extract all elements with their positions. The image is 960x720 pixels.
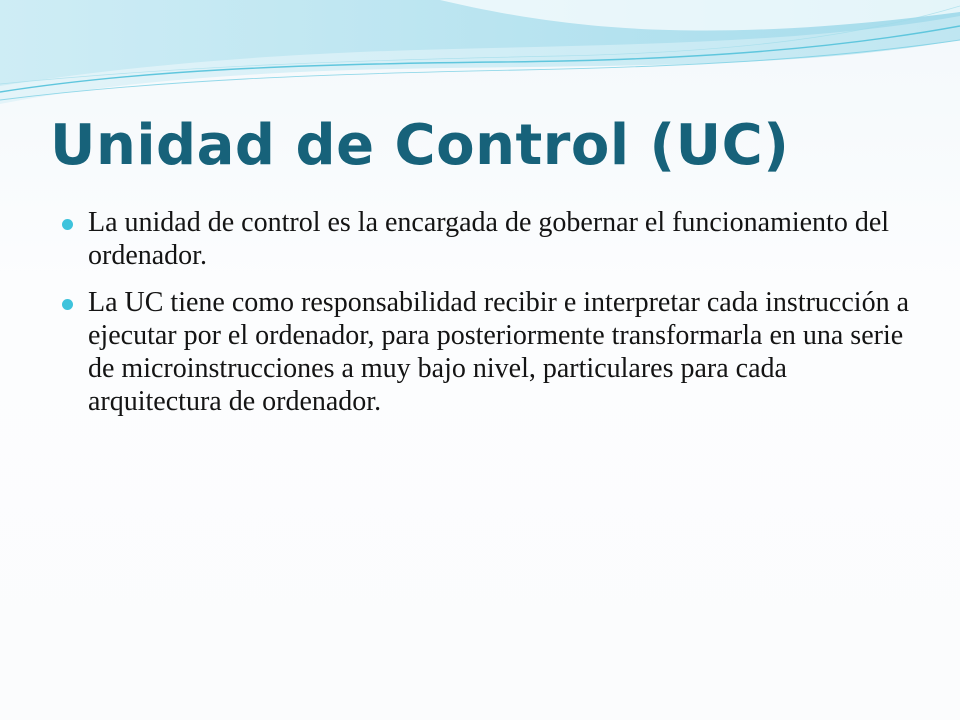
bullet-item bbox=[60, 206, 920, 272]
slide-title: Unidad de Control (UC) bbox=[50, 113, 790, 178]
bullet-list bbox=[60, 206, 920, 432]
bullet-item bbox=[60, 286, 920, 418]
bullet-text: La UC tiene como responsabilidad recibir e interpretar cada instrucción a ejecutar por el ordenador, para posteriormente transformarla en una serie de microinstrucciones a muy bajo nivel, particulares para cada arquitectura de ordenador. bbox=[88, 287, 909, 417]
bullet-text: La unidad de control es la encargada de gobernar el funcionamiento del ordenador. bbox=[88, 207, 890, 271]
bullet-marker-icon bbox=[62, 299, 73, 310]
bullet-marker-icon bbox=[62, 219, 73, 230]
decorative-wave-banner bbox=[0, 0, 960, 120]
